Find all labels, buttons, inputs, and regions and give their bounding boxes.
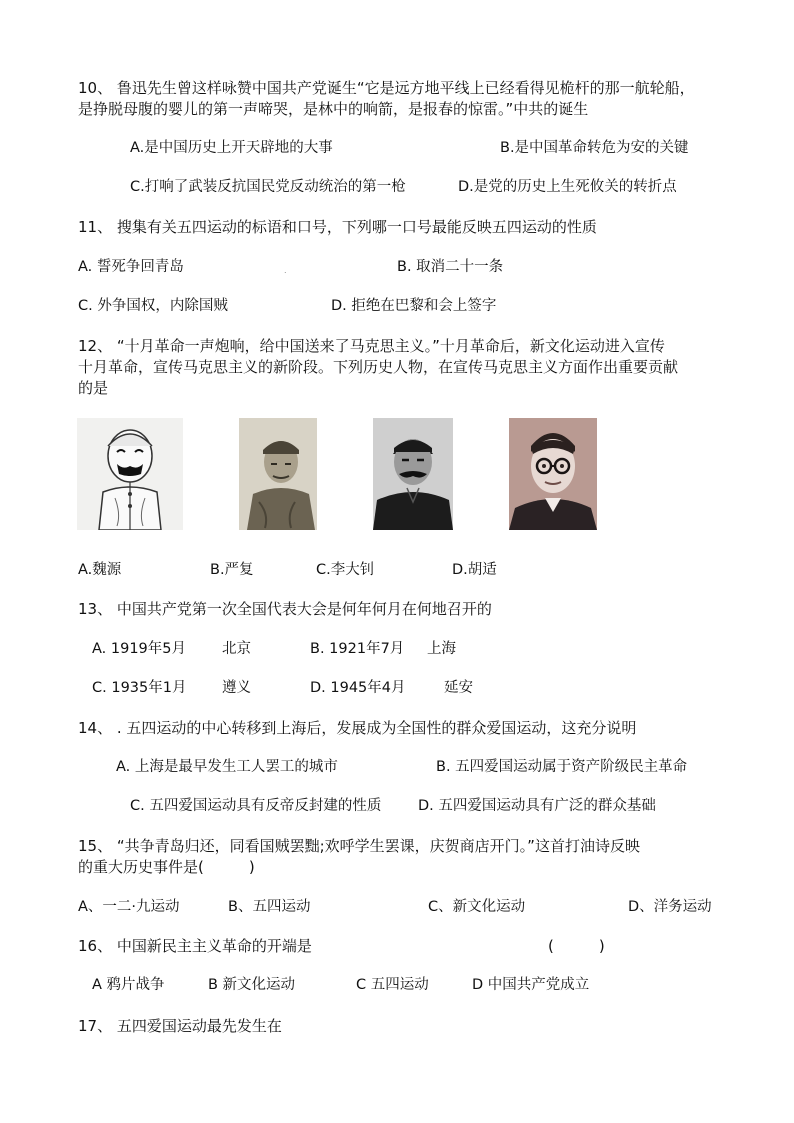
q14-option-c: C. 五四爱国运动具有反帝反封建的性质 — [130, 798, 382, 814]
q13-option-b-date: B. 1921年7月 — [310, 641, 405, 657]
q13-stem: 13、 中国共产党第一次全国代表大会是何年何月在何地召开的 — [78, 600, 492, 618]
q15-stem-line1: 15、 “共争青岛归还，同看国贼罢黜;欢呼学生罢课，庆贺商店开门。”这首打油诗反映 — [78, 837, 640, 855]
q12-option-c: C.李大钊 — [316, 562, 375, 578]
portrait-yan-fu — [239, 418, 317, 530]
q13-option-b-place: 上海 — [427, 641, 456, 657]
q10-option-a: A.是中国历史上开天辟地的大事 — [130, 140, 333, 156]
q13-option-d-place: 延安 — [444, 680, 473, 696]
q11-option-b: B. 取消二十一条 — [397, 259, 504, 275]
q12-option-a: A.魏源 — [78, 562, 122, 578]
q12-stem-line1: 12、 “十月革命一声炮响，给中国送来了马克思主义。”十月革命后，新文化运动进入宣传 — [78, 337, 665, 355]
q14-stem: 14、 . 五四运动的中心转移到上海后，发展成为全国性的群众爱国运动，这充分说明 — [78, 719, 637, 737]
q11-option-d: D. 拒绝在巴黎和会上签字 — [331, 298, 497, 314]
q10-option-d: D.是党的历史上生死攸关的转折点 — [458, 179, 677, 195]
q10-option-c: C.打响了武装反抗国民党反动统治的第一枪 — [130, 179, 406, 195]
q12-option-b: B.严复 — [210, 562, 254, 578]
portrait-wei-yuan — [77, 418, 183, 530]
q16-option-c: C 五四运动 — [356, 977, 429, 993]
q13-option-a-place: 北京 — [222, 641, 251, 657]
q13-option-c-date: C. 1935年1月 — [92, 680, 187, 696]
q16-answer-paren: ( ) — [548, 937, 605, 955]
q17-stem: 17、 五四爱国运动最先发生在 — [78, 1017, 282, 1035]
q16-stem: 16、 中国新民主主义革命的开端是 — [78, 937, 312, 955]
q10-stem-line2: 是挣脱母腹的婴儿的第一声啼哭，是林中的响箭，是报春的惊雷。”中共的诞生 — [78, 100, 589, 118]
q15-stem-line2: 的重大历史事件是( ) — [78, 858, 255, 876]
q12-stem-line3: 的是 — [78, 379, 109, 397]
stray-dot: . — [284, 266, 287, 275]
q14-option-d: D. 五四爱国运动具有广泛的群众基础 — [418, 798, 656, 814]
q13-option-a-date: A. 1919年5月 — [92, 641, 187, 657]
q15-option-c: C、新文化运动 — [428, 899, 526, 915]
q10-stem-line1: 10、 鲁迅先生曾这样咏赞中国共产党诞生“它是远方地平线上已经看得见桅杆的那一航轮船， — [78, 79, 695, 97]
q16-option-b: B 新文化运动 — [208, 977, 296, 993]
q15-option-b: B、五四运动 — [228, 899, 311, 915]
q12-option-d: D.胡适 — [452, 562, 497, 578]
q11-stem: 11、 搜集有关五四运动的标语和口号，下列哪一口号最能反映五四运动的性质 — [78, 218, 597, 236]
q13-option-c-place: 遵义 — [222, 680, 251, 696]
q13-option-d-date: D. 1945年4月 — [310, 680, 406, 696]
q12-stem-line2: 十月革命，宣传马克思主义的新阶段。下列历史人物，在宣传马克思主义方面作出重要贡献 — [78, 358, 679, 376]
q16-option-a: A 鸦片战争 — [92, 977, 165, 993]
portrait-li-dazhao — [373, 418, 453, 530]
portrait-hu-shi — [509, 418, 597, 530]
q14-option-b: B. 五四爱国运动属于资产阶级民主革命 — [436, 759, 688, 775]
q16-option-d: D 中国共产党成立 — [472, 977, 590, 993]
q10-option-b: B.是中国革命转危为安的关键 — [500, 140, 689, 156]
q14-option-a: A. 上海是最早发生工人罢工的城市 — [116, 759, 338, 775]
q15-option-d: D、洋务运动 — [628, 899, 712, 915]
q11-option-c: C. 外争国权，内除国贼 — [78, 298, 228, 314]
q11-option-a: A. 誓死争回青岛 — [78, 259, 184, 275]
q15-option-a: A、一二·九运动 — [78, 899, 180, 915]
